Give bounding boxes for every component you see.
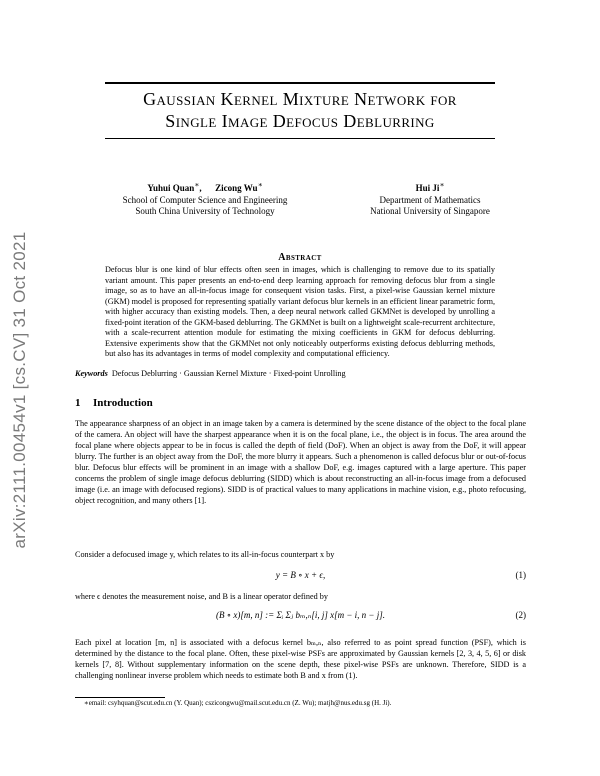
equation-2-body: (B ∘ x)[m, n] := Σᵢ Σⱼ bₘ,ₙ[i, j] x[m − i, n − j].: [215, 610, 386, 620]
affiliation-left-line2: South China University of Technology: [135, 206, 275, 216]
intro-paragraph-1: The appearance sharpness of an object in an image taken by a camera is determined by the scene distance of the object to the focal plane of the camera. An object will have the sharpest appearance when it is on the focal plane, i.e., the object is in focus. The area around the focal plane where objects appear to be in focus is called the depth of field (DoF). When an object is away from the DoF, it will appear blurry. The further is an object away from the DoF, the more blurry it appears. Such a phenomenon is called defocus blur or out-of-focus blur. Defocus blur effects will be prominent in an image with a shallow DoF, e.g. images captured with a large aperture. This paper concerns the problem of single image defocus deblurring (SIDD) which is about reconstructing an all-in-focus image from a defocused image (i.e. an image with defocused regions). SIDD is of practical values to many applications in machine vision, e.g., photo refocusing, object recognition, and many others [1].: [75, 419, 526, 505]
abstract-text: Defocus blur is one kind of blur effects often seen in images, which is challenging to remove due to its spatially variant amount. This paper presents an end-to-end deep learning approach for removing defocus blur from a single image, so as to have an all-in-focus image for consequent vision tasks. First, a pixel-wise Gaussian kernel mixture (GKM) model is proposed for representing spatially variant defocus blur kernels in an efficient linear parametric form, with higher accuracy than existing models. Then, a deep neural network called GKMNet is developed by unrolling a fixed-point iteration of the GKM-based deblurring. The GKMNet is built on a lightweight scale-recurrent architecture, with a scale-recurrent attention module for estimating the mixing coefficients in GKM for defocus deblurring. Extensive experiments show that the GKMNet not only noticeably outperforms existing defocus deblurring methods, but also has its advantages in terms of model complexity and computational efficiency.: [105, 265, 495, 358]
affiliation-left-line1: School of Computer Science and Engineering: [122, 194, 288, 205]
affiliation-right-line2: National University of Singapore: [370, 206, 490, 216]
author-block-right: [345, 179, 515, 218]
author-separator: ,: [199, 183, 202, 193]
equation-2-number: (2): [515, 610, 526, 620]
title-bottom-rule: [105, 138, 495, 139]
arxiv-identifier: arXiv:2111.00454v1 [cs.CV] 31 Oct 2021: [10, 231, 29, 549]
equation-1-number: (1): [515, 570, 526, 580]
section-number: 1: [75, 397, 81, 409]
paper-title: [105, 88, 495, 132]
intro-paragraph-4: Each pixel at location [m, n] is associated with a defocus kernel bₘ,ₙ, also referred to as point spread function (PSF), which is determined by the distance to the focal plane. Often, these pixel-wise PSFs are approximated by Gaussian kernels [2, 3, 4, 5, 6] or disk kernels [7, 8]. Without supplementary information on the scene depth, these pixel-wise PSFs are unknown. Therefore, SIDD is a challenging nonlinear inverse problem which needs to estimate both B and x from (1).: [75, 638, 526, 680]
arxiv-identifier-sidebar: [10, 205, 30, 575]
title-top-rule: [105, 82, 495, 84]
equation-1-body: y = B ∘ x + ϵ,: [275, 570, 326, 580]
author-name-quan: Yuhui Quan: [147, 183, 195, 193]
keywords-line: [75, 369, 525, 379]
keywords-label: Keywords: [75, 369, 108, 378]
abstract-heading: Abstract: [278, 252, 322, 263]
author-mark-ji: ∗: [439, 180, 445, 189]
author-block-left: [105, 179, 305, 218]
section-title: Introduction: [93, 397, 153, 409]
footnote-email: ∗email: csyhquan@scut.edu.cn (Y. Quan); cszicongwu@mail.scut.edu.cn (Z. Wu); matjh@nus.edu.sg (H. Ji).: [84, 699, 392, 707]
title-line-2: Single Image Defocus Deblurring: [165, 111, 435, 131]
author-mark-wu: ∗: [257, 180, 263, 189]
section-heading: [75, 397, 153, 409]
keywords-text: Defocus Deblurring · Gaussian Kernel Mixture · Fixed-point Unrolling: [111, 369, 346, 378]
intro-paragraph-3: where ϵ denotes the measurement noise, and B is a linear operator defined by: [75, 592, 328, 601]
footnote-rule: [75, 697, 165, 698]
author-name-ji: Hui Ji: [415, 183, 440, 193]
author-mark-quan: ∗: [194, 180, 200, 189]
author-name-wu: Zicong Wu: [215, 183, 258, 193]
intro-paragraph-2: Consider a defocused image y, which relates to its all-in-focus counterpart x by: [75, 550, 335, 559]
affiliation-right-line1: Department of Mathematics: [379, 194, 481, 205]
title-line-1: Gaussian Kernel Mixture Network for: [143, 89, 457, 109]
